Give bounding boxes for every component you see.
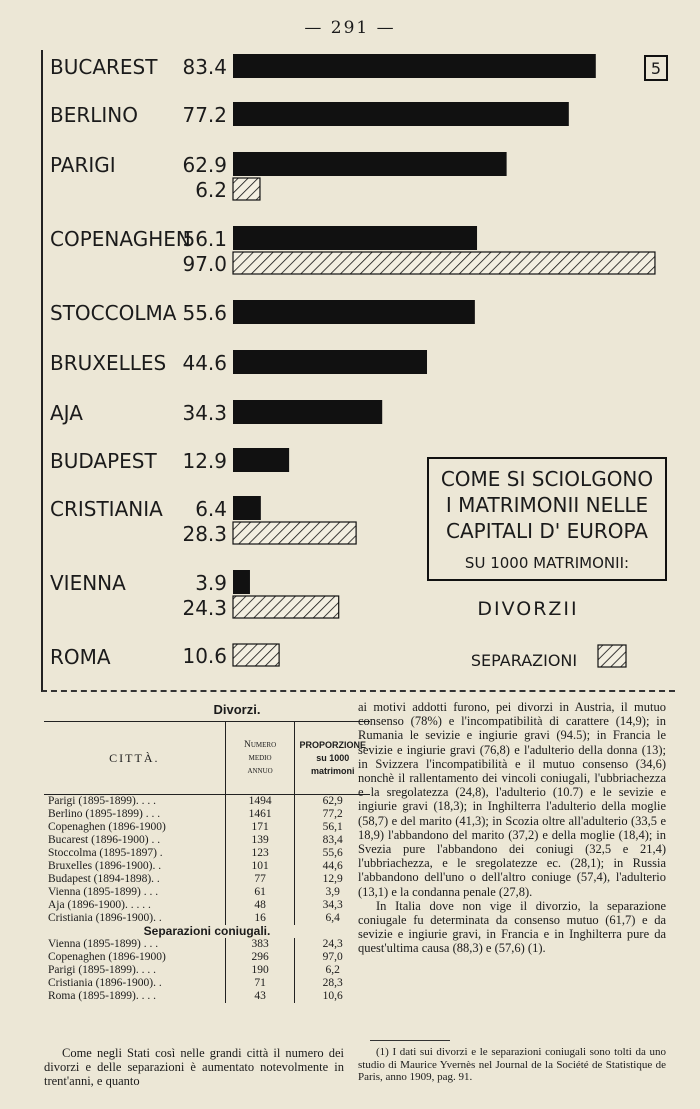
bar-separazioni <box>233 644 279 666</box>
value-divorzi: 77.2 <box>182 103 227 127</box>
value-divorzi: 34.3 <box>182 401 227 425</box>
divorzi-city: Copenaghen (1896-1900) <box>48 821 166 833</box>
divorzi-city: Cristiania (1896-1900). . <box>48 912 162 924</box>
bar-divorzi <box>233 400 382 424</box>
divorzi-city: Berlino (1895-1899) . . . <box>48 808 161 820</box>
value-divorzi: 3.9 <box>195 571 227 595</box>
divorzi-prop: 12,9 <box>322 873 343 885</box>
city-label: ROMA <box>50 645 111 669</box>
divorzi-num: 139 <box>225 834 295 847</box>
table-row <box>44 873 370 886</box>
value-separazioni: 28.3 <box>182 522 227 546</box>
value-divorzi: 83.4 <box>182 55 227 79</box>
table-row <box>44 938 370 951</box>
corner-mark: 5 <box>650 59 662 78</box>
right-paragraph-1: ai motivi addotti furono, pei divorzi in Austria, il mutuo consenso (78%) e l'incompatibilità di carattere (14,9); in Rumania le sevizie e ingiurie gravi (94.5); in Francia le sevizie e ingiurie gravi (76,8) e l'adulterio della donna (13); in Svizzera l'incompatibilità e il mutuo consenso (34,6) nonchè il rallentamento dei vincoli coniugali, l'ubbriachezza e la sregolatezza (24,8), l'adulterio (10.7) e le sevizie e ingiurie gravi (18,3); in Inghilterra l'adulterio della moglie (58,7) e del marito (41,3); in Scozia oltre all'adulterio (33,5 e 18,9) l'abbandono del marito (37,2) e della moglie (18,4); in Svezia pure l'abbandono dei coniugi (32,5 e 21,4) l'ubbriachezza, e le sregolatezze ec. (28,1); in Russia l'abbandono dell'uno o dell'altro coniuge (57,4), l'adulterio (13,1) e la condanna penale (27,8). <box>358 700 666 899</box>
separazioni-num: 190 <box>225 964 295 977</box>
left-paragraph: Come negli Stati così nelle grandi città il numero dei divorzi e delle separazioni è aumentato notevolmente in trent'anni, e quanto <box>44 1046 344 1089</box>
bar-separazioni <box>233 522 356 544</box>
city-label: BERLINO <box>50 103 138 127</box>
value-divorzi: 12.9 <box>182 449 227 473</box>
separazioni-num: 296 <box>225 951 295 964</box>
city-label: COPENAGHEN <box>50 227 191 251</box>
divorzi-prop: 3,9 <box>325 886 340 898</box>
city-label: BUDAPEST <box>50 449 157 473</box>
separazioni-prop: 10,6 <box>322 990 343 1002</box>
separazioni-prop: 6,2 <box>325 964 340 976</box>
value-divorzi: 56.1 <box>182 227 227 251</box>
bar-divorzi <box>233 496 261 520</box>
divorzi-num: 1461 <box>225 808 295 821</box>
separazioni-heading: Separazioni coniugali. <box>143 924 271 938</box>
legend-hatch-swatch <box>598 645 626 667</box>
city-label: BRUXELLES <box>50 351 167 375</box>
bar-divorzi <box>233 570 250 594</box>
bar-divorzi <box>233 448 289 472</box>
col-city-header: CITTÀ. <box>109 750 160 765</box>
bar-divorzi <box>233 102 569 126</box>
separazioni-prop: 97,0 <box>322 951 343 963</box>
statistics-table <box>44 702 370 1003</box>
bar-divorzi <box>233 350 427 374</box>
divorzi-num: 16 <box>225 912 295 925</box>
chart-title-line: CAPITALI D' EUROPA <box>446 519 648 543</box>
divorzi-prop: 6,4 <box>325 912 340 924</box>
bar-separazioni <box>233 178 260 200</box>
table-row <box>44 808 370 821</box>
divorzi-num: 1494 <box>225 795 295 809</box>
separazioni-prop: 24,3 <box>322 938 343 950</box>
chart-title-line: I MATRIMONII NELLE <box>445 493 649 517</box>
table-row <box>44 951 370 964</box>
table-row <box>44 990 370 1003</box>
value-divorzi: 62.9 <box>182 153 227 177</box>
divorzi-city: Budapest (1894-1898). . <box>48 873 160 885</box>
separazioni-city: Roma (1895-1899). . . . <box>48 990 156 1002</box>
value-separazioni: 24.3 <box>182 596 227 620</box>
bar-divorzi <box>233 54 596 78</box>
divorzi-city: Vienna (1895-1899) . . . <box>48 886 159 898</box>
separazioni-city: Cristiania (1896-1900). . <box>48 977 162 989</box>
divorzi-city: Aja (1896-1900). . . . . <box>48 899 151 911</box>
separazioni-city: Vienna (1895-1899) . . . <box>48 938 159 950</box>
separazioni-num: 383 <box>225 938 295 951</box>
separazioni-city: Copenaghen (1896-1900) <box>48 951 166 963</box>
city-label: BUCAREST <box>50 55 158 79</box>
page-number: — 291 — <box>304 18 396 38</box>
divorzi-num: 171 <box>225 821 295 834</box>
value-divorzi: 55.6 <box>182 301 227 325</box>
table-row <box>44 834 370 847</box>
table-row <box>44 977 370 990</box>
table-row <box>44 886 370 899</box>
divorzi-prop: 56,1 <box>322 821 343 833</box>
city-label: VIENNA <box>50 571 126 595</box>
table-row <box>44 795 370 809</box>
value-divorzi: 6.4 <box>195 497 227 521</box>
divorzi-num: 48 <box>225 899 295 912</box>
footnote: (1) I dati sui divorzi e le separazioni coniugali sono tolti da uno studio di Maurice Yvernès nel Journal de la Société de Statistique de Paris, anno 1909, pag. 91. <box>358 1046 666 1083</box>
table-row <box>44 899 370 912</box>
divorzi-prop: 62,9 <box>322 795 343 807</box>
bar-divorzi <box>233 226 477 250</box>
divorzi-num: 61 <box>225 886 295 899</box>
divorzi-num: 77 <box>225 873 295 886</box>
city-label: PARIGI <box>50 153 116 177</box>
bar-separazioni <box>233 252 655 274</box>
table-row <box>44 821 370 834</box>
divorzi-city: Bruxelles (1896-1900). . <box>48 860 162 872</box>
legend-divorzi: DIVORZII <box>477 598 579 620</box>
value-separazioni: 6.2 <box>195 178 227 202</box>
divorzi-city: Stoccolma (1895-1897) . <box>48 847 163 859</box>
separazioni-num: 71 <box>225 977 295 990</box>
separazioni-city: Parigi (1895-1899). . . . <box>48 964 156 976</box>
col-prop-header: PROPORZIONE su 1000 matrimoni <box>299 739 366 776</box>
table-title: Divorzi. <box>213 702 261 717</box>
divorzi-prop: 44,6 <box>322 860 343 872</box>
value-divorzi: 44.6 <box>182 351 227 375</box>
divorzi-prop: 83,4 <box>322 834 343 846</box>
divorzi-prop: 77,2 <box>322 808 343 820</box>
city-label: AJA <box>50 401 83 425</box>
divorzi-prop: 55,6 <box>322 847 343 859</box>
divorzi-city: Parigi (1895-1899). . . . <box>48 795 156 807</box>
col-num-header: Numero medio annuo <box>225 722 295 795</box>
divorzi-num: 123 <box>225 847 295 860</box>
table-row <box>44 860 370 873</box>
separazioni-num: 43 <box>225 990 295 1003</box>
divorzi-num: 101 <box>225 860 295 873</box>
legend-separazioni: SEPARAZIONI <box>470 651 578 670</box>
table-row <box>44 964 370 977</box>
chart-title-line: COME SI SCIOLGONO <box>440 467 654 491</box>
table-row <box>44 847 370 860</box>
right-paragraph-2: In Italia dove non vige il divorzio, la separazione coniugale fu determinata da consenso mutuo (61,7) e da sevizie e ingiurie gravi, in Francia e in Inghilterra pure da quest'ultima causa (88,3) e (57,6) (1). <box>358 898 666 956</box>
separazioni-prop: 28,3 <box>322 977 343 989</box>
value-separazioni: 97.0 <box>182 252 227 276</box>
chart-subtitle: SU 1000 MATRIMONII: <box>464 554 630 572</box>
right-column <box>358 700 666 956</box>
footnote-rule <box>370 1040 450 1041</box>
bar-separazioni <box>233 596 339 618</box>
city-label: STOCCOLMA <box>50 301 177 325</box>
city-label: CRISTIANIA <box>50 497 163 521</box>
divorzi-city: Bucarest (1896-1900) . . <box>48 834 161 846</box>
bar-divorzi <box>233 152 507 176</box>
divorzi-prop: 34,3 <box>322 899 343 911</box>
bar-divorzi <box>233 300 475 324</box>
value-separazioni: 10.6 <box>182 644 227 668</box>
